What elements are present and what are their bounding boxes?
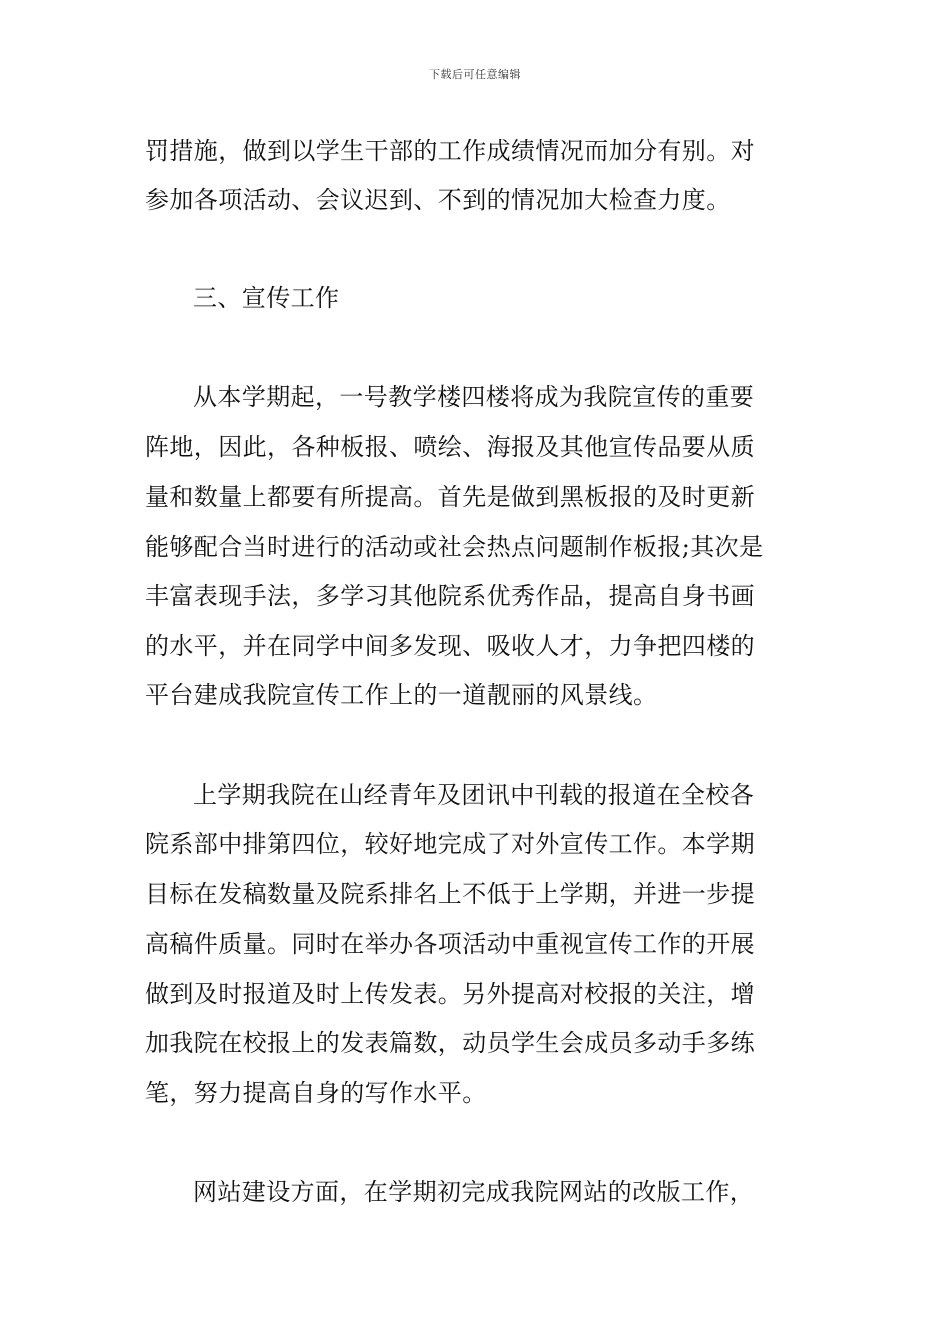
- paragraph-line: 网站建设方面，在学期初完成我院网站的改版工作，: [193, 1178, 755, 1206]
- paragraph-line: 平台建成我院宣传工作上的一道靓丽的风景线。: [145, 681, 658, 709]
- paragraph-line: 笔，努力提高自身的写作水平。: [145, 1079, 487, 1107]
- paragraph-line: 能够配合当时进行的活动或社会热点问题制作板报;其次是: [145, 533, 764, 561]
- paragraph-line: 阵地，因此，各种板报、喷绘、海报及其他宣传品要从质: [145, 433, 755, 461]
- paragraph-line: 上学期我院在山经青年及团讯中刊载的报道在全校各: [193, 781, 755, 809]
- paragraph-line: 的水平，并在同学中间多发现、吸收人才，力争把四楼的: [145, 632, 755, 660]
- header-note: 下载后可任意编辑: [429, 68, 521, 81]
- paragraph-line: 目标在发稿数量及院系排名上不低于上学期，并进一步提: [145, 880, 755, 908]
- paragraph-line: 加我院在校报上的发表篇数，动员学生会成员多动手多练: [145, 1029, 755, 1057]
- paragraph-line: 院系部中排第四位，较好地完成了对外宣传工作。本学期: [145, 830, 755, 858]
- paragraph-line: 罚措施，做到以学生干部的工作成绩情况而加分有别。对: [145, 137, 755, 165]
- paragraph-line: 从本学期起，一号教学楼四楼将成为我院宣传的重要: [193, 383, 755, 411]
- paragraph-line: 高稿件质量。同时在举办各项活动中重视宣传工作的开展: [145, 930, 755, 958]
- paragraph-line: 丰富表现手法，多学习其他院系优秀作品，提高自身书画: [145, 582, 755, 610]
- paragraph-line: 做到及时报道及时上传发表。另外提高对校报的关注，增: [145, 980, 755, 1008]
- paragraph-line: 量和数量上都要有所提高。首先是做到黑板报的及时更新: [145, 483, 755, 511]
- section-heading: 三、宣传工作: [193, 284, 340, 312]
- paragraph-line: 参加各项活动、会议迟到、不到的情况加大检查力度。: [145, 186, 731, 214]
